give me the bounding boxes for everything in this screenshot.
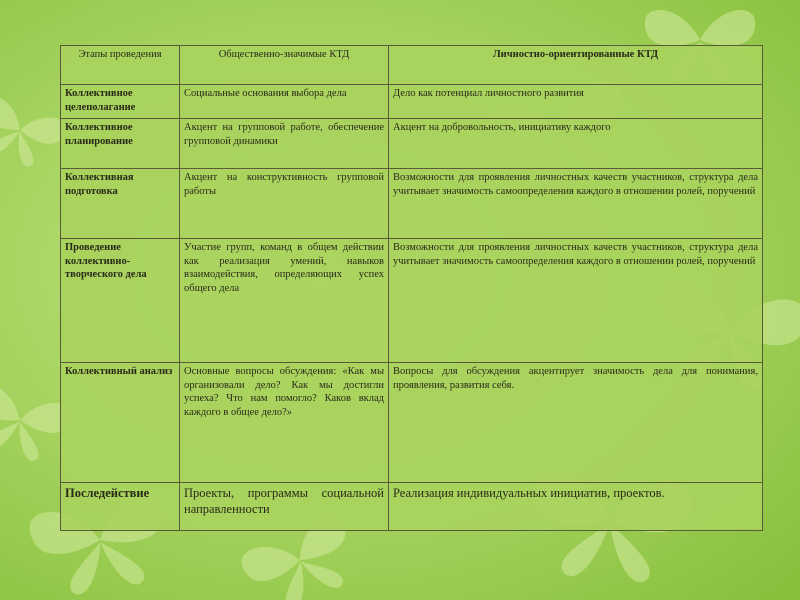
table-header-row — [61, 46, 763, 85]
personal-cell: Дело как потенциал личностного развития — [389, 85, 763, 119]
table-row — [61, 363, 763, 483]
social-cell: Проекты, программы социальной направленности — [180, 483, 389, 531]
table-row — [61, 239, 763, 363]
social-cell: Акцент на конструктивность групповой работы — [180, 169, 389, 239]
header-personal: Личностно-ориентированные КТД — [389, 46, 763, 85]
social-cell: Участие групп, команд в общем действии как реализация умений, навыков взаимодействия, определяющих успех общего дела — [180, 239, 389, 363]
personal-cell: Вопросы для обсуждения акцентирует значимость дела для понимания, проявления, развития себя. — [389, 363, 763, 483]
header-stages: Этапы проведения — [61, 46, 180, 85]
stage-cell: Коллективное планирование — [61, 119, 180, 169]
table-row — [61, 483, 763, 531]
personal-cell: Акцент на добровольность, инициативу каждого — [389, 119, 763, 169]
stage-cell: Проведение коллективно-творческого дела — [61, 239, 180, 363]
stage-cell: Последействие — [61, 483, 180, 531]
personal-cell: Возможности для проявления личностных качеств участников, структура дела учитывает значимость самоопределения каждого в отношении ролей, поручений — [389, 169, 763, 239]
social-cell: Социальные основания выбора дела — [180, 85, 389, 119]
stage-cell: Коллективный анализ — [61, 363, 180, 483]
table-row — [61, 119, 763, 169]
social-cell: Основные вопросы обсуждения: «Как мы организовали дело? Как мы достигли успеха? Что нам помогло? Каков вклад каждого в общее дело?» — [180, 363, 389, 483]
table-row — [61, 169, 763, 239]
stage-cell: Коллективное целеполагание — [61, 85, 180, 119]
ktd-comparison-table — [60, 45, 763, 531]
personal-cell: Возможности для проявления личностных качеств участников, структура дела учитывает значимость самоопределения каждого в отношении ролей, поручений — [389, 239, 763, 363]
table-row — [61, 85, 763, 119]
social-cell: Акцент на групповой работе, обеспечение групповой динамики — [180, 119, 389, 169]
butterfly-icon — [0, 93, 68, 174]
stage-cell: Коллективная подготовка — [61, 169, 180, 239]
header-social: Общественно-значимые КТД — [180, 46, 389, 85]
personal-cell: Реализация индивидуальных инициатив, проектов. — [389, 483, 763, 531]
